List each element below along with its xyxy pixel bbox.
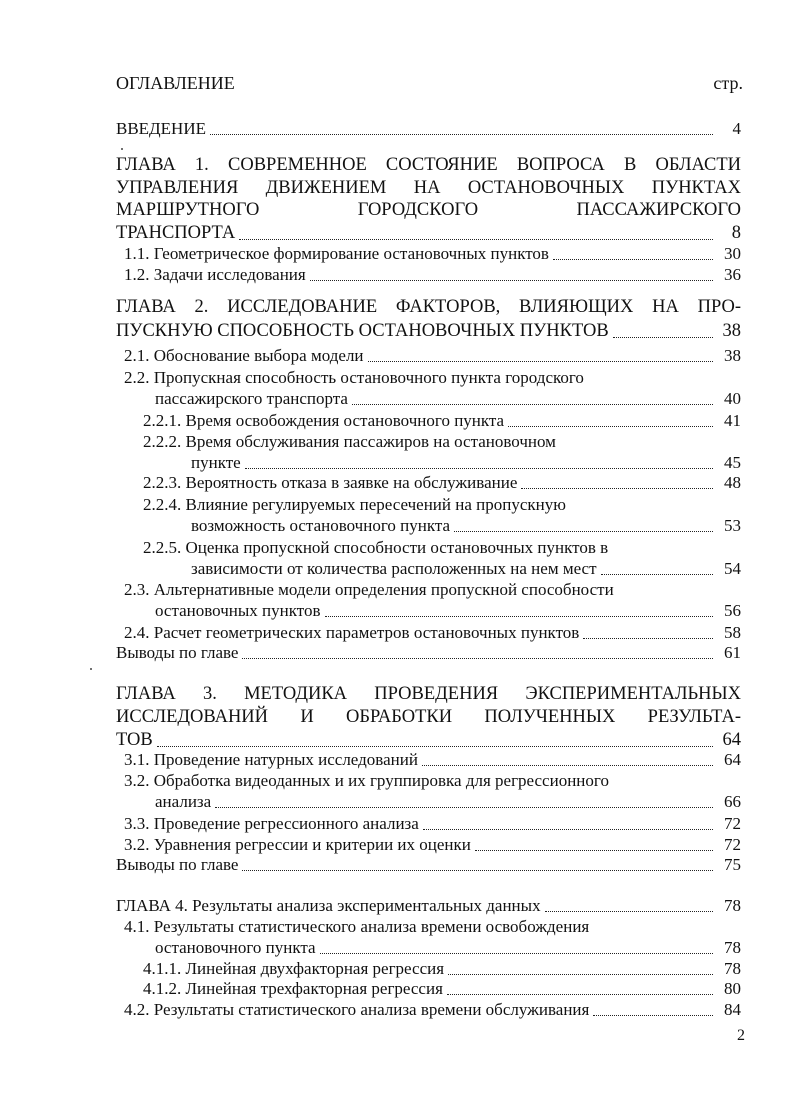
dot-leader: [215, 806, 713, 808]
toc-entry-page: 40: [724, 389, 741, 408]
toc-entry-text: возможность остановочного пункта: [191, 516, 451, 535]
toc-entry-text: 2.4. Расчет геометрических параметров остановочных пунктов: [124, 623, 580, 642]
toc-entry-text: остановочных пунктов: [155, 601, 321, 620]
dot-leader: [593, 1014, 713, 1016]
toc-entry: [143, 494, 741, 515]
toc-entry: [124, 243, 741, 264]
toc-entry: [116, 320, 741, 342]
dot-leader: [239, 238, 713, 240]
toc-entry: [124, 916, 741, 937]
toc-entry-text: остановочного пункта: [155, 938, 316, 957]
scan-speck: [121, 148, 123, 150]
dot-leader: [325, 615, 713, 617]
toc-entry: [143, 958, 741, 979]
toc-entry-page: 75: [724, 855, 741, 874]
toc-entry-page: 61: [724, 643, 741, 662]
toc-entry: [116, 199, 741, 221]
toc-entry-page: 58: [724, 623, 741, 642]
toc-entry-page: 72: [724, 835, 741, 854]
dot-leader: [553, 258, 713, 260]
toc-entry-text: МАРШРУТНОГО ГОРОДСКОГО ПАССАЖИРСКОГО: [116, 200, 741, 220]
toc-entry-text: пассажирского транспорта: [155, 389, 348, 408]
toc-entry-text: 1.1. Геометрическое формирование остановочных пунктов: [124, 244, 549, 263]
toc-entry: [124, 264, 741, 285]
toc-entry: [116, 706, 741, 728]
toc-entry-page: 84: [724, 1000, 741, 1019]
toc-title: ОГЛАВЛЕНИЕ: [116, 73, 235, 93]
toc-entry: [116, 642, 741, 663]
toc-entry: [143, 431, 741, 452]
toc-entry-text: ТОВ: [116, 730, 153, 750]
toc-entry: [116, 118, 741, 139]
toc-entry-text: ГЛАВА 2. ИССЛЕДОВАНИЕ ФАКТОРОВ, ВЛИЯЮЩИХ НА ПРО-: [116, 297, 741, 317]
toc-entry-page: 53: [724, 516, 741, 535]
dot-leader: [242, 657, 713, 659]
toc-entry: [143, 472, 741, 493]
toc-entry: [116, 154, 741, 176]
toc-entry: [124, 834, 741, 855]
toc-entry: [116, 729, 741, 751]
toc-entry: [191, 452, 741, 473]
toc-entry: [155, 600, 741, 621]
dot-leader: [448, 973, 713, 975]
toc-entry-text: ПУСКНУЮ СПОСОБНОСТЬ ОСТАНОВОЧНЫХ ПУНКТОВ: [116, 321, 609, 341]
toc-entry-text: 2.1. Обоснование выбора модели: [124, 346, 364, 365]
toc-entry-text: 1.2. Задачи исследования: [124, 265, 306, 284]
toc-entry-page: 48: [724, 473, 741, 492]
toc-entry-text: 3.2. Обработка видеоданных и их группировка для регрессионного: [124, 771, 609, 790]
toc-entry-text: Выводы по главе: [116, 643, 239, 662]
page-column-label: стр.: [713, 73, 743, 93]
toc-entry: [124, 770, 741, 791]
dot-leader: [320, 952, 713, 954]
dot-leader: [242, 869, 713, 871]
toc-entry-text: анализа: [155, 792, 212, 811]
toc-entry-text: ГЛАВА 4. Результаты анализа экспериментальных данных: [116, 896, 541, 915]
dot-leader: [310, 279, 713, 281]
toc-entry-text: зависимости от количества расположенных на нем мест: [191, 559, 597, 578]
toc-entry-text: 2.3. Альтернативные модели определения пропускной способности: [124, 580, 614, 599]
toc-entry-text: 2.2. Пропускная способность остановочного пункта городского: [124, 368, 584, 387]
toc-entry: [155, 791, 741, 812]
dot-leader: [613, 336, 713, 338]
toc-entry: [124, 813, 741, 834]
toc-entry-text: 4.1. Результаты статистического анализа времени освобождения: [124, 917, 590, 936]
toc-entry-text: ВВЕДЕНИЕ: [116, 119, 206, 138]
toc-entry-page: 64: [724, 750, 741, 769]
toc-entry-page: 64: [722, 730, 741, 750]
toc-entry: [124, 749, 741, 770]
toc-entry-page: 78: [724, 938, 741, 957]
toc-entry: [155, 388, 741, 409]
toc-entry-page: 45: [724, 453, 741, 472]
toc-entry: [116, 296, 741, 318]
toc-entry-page: 38: [722, 321, 741, 341]
toc-entry: [116, 222, 741, 244]
toc-entry-page: 56: [724, 601, 741, 620]
page-number: 2: [737, 1027, 745, 1044]
toc-entry: [191, 515, 741, 536]
toc-entry-page: 4: [732, 119, 741, 138]
dot-leader: [475, 849, 713, 851]
toc-entry: [143, 537, 741, 558]
toc-entry-text: 4.2. Результаты статистического анализа времени обслуживания: [124, 1000, 590, 1019]
dot-leader: [583, 637, 713, 639]
toc-entry-page: 66: [724, 792, 741, 811]
dot-leader: [157, 745, 713, 747]
dot-leader: [521, 487, 713, 489]
dot-leader: [601, 573, 713, 575]
toc-entry-page: 8: [731, 223, 741, 243]
toc-entry: [143, 410, 741, 431]
dot-leader: [422, 764, 713, 766]
toc-entry-text: 2.2.4. Влияние регулируемых пересечений на пропускную: [143, 495, 566, 514]
dot-leader: [352, 403, 713, 405]
dot-leader: [368, 360, 713, 362]
toc-entry-text: 3.2. Уравнения регрессии и критерии их оценки: [124, 835, 471, 854]
toc-entry-text: 3.3. Проведение регрессионного анализа: [124, 814, 419, 833]
dot-leader: [245, 467, 713, 469]
toc-entry: [124, 367, 741, 388]
toc-entry-page: 30: [724, 244, 741, 263]
toc-entry-page: 72: [724, 814, 741, 833]
toc-entry-text: УПРАВЛЕНИЯ ДВИЖЕНИЕМ НА ОСТАНОВОЧНЫХ ПУНКТАХ: [116, 178, 741, 198]
toc-entry-text: ГЛАВА 1. СОВРЕМЕННОЕ СОСТОЯНИЕ ВОПРОСА В ОБЛАСТИ: [116, 155, 741, 175]
toc-entry: [124, 622, 741, 643]
toc-entry-page: 36: [724, 265, 741, 284]
toc-entry: [116, 683, 741, 705]
toc-entry-text: пункте: [191, 453, 241, 472]
dot-leader: [210, 133, 713, 135]
toc-entry-text: ГЛАВА 3. МЕТОДИКА ПРОВЕДЕНИЯ ЭКСПЕРИМЕНТАЛЬНЫХ: [116, 684, 741, 704]
dot-leader: [454, 530, 713, 532]
toc-entry: [116, 177, 741, 199]
toc-entry-text: 2.2.5. Оценка пропускной способности остановочных пунктов в: [143, 538, 609, 557]
toc-entry-text: 4.1.2. Линейная трехфакторная регрессия: [143, 979, 443, 998]
scan-speck: [90, 668, 92, 670]
toc-entry-page: 78: [724, 959, 741, 978]
toc-entry-page: 38: [724, 346, 741, 365]
toc-entry: [124, 999, 741, 1020]
toc-entry: [191, 558, 741, 579]
toc-entry: [116, 895, 741, 916]
toc-entry: [155, 937, 741, 958]
toc-entry-text: 3.1. Проведение натурных исследований: [124, 750, 418, 769]
toc-entry-text: 2.2.3. Вероятность отказа в заявке на обслуживание: [143, 473, 518, 492]
toc-entry-text: 2.2.1. Время освобождения остановочного пункта: [143, 411, 505, 430]
toc-entry-page: 41: [724, 411, 741, 430]
toc-entry-text: ИССЛЕДОВАНИЙ И ОБРАБОТКИ ПОЛУЧЕННЫХ РЕЗУЛЬТА-: [116, 707, 741, 727]
toc-entry: [124, 579, 741, 600]
dot-leader: [447, 993, 713, 995]
toc-entry-page: 78: [724, 896, 741, 915]
toc-entry-page: 54: [724, 559, 741, 578]
toc-entry-text: Выводы по главе: [116, 855, 239, 874]
dot-leader: [545, 910, 713, 912]
toc-entry-text: ТРАНСПОРТА: [116, 223, 236, 243]
toc-entry-page: 80: [724, 979, 741, 998]
toc-entry: [143, 978, 741, 999]
toc-entry: [116, 854, 741, 875]
toc-entry-text: 4.1.1. Линейная двухфакторная регрессия: [143, 959, 445, 978]
toc-entry: [124, 345, 741, 366]
dot-leader: [423, 828, 713, 830]
dot-leader: [508, 425, 713, 427]
toc-entry-text: 2.2.2. Время обслуживания пассажиров на остановочном: [143, 432, 556, 451]
